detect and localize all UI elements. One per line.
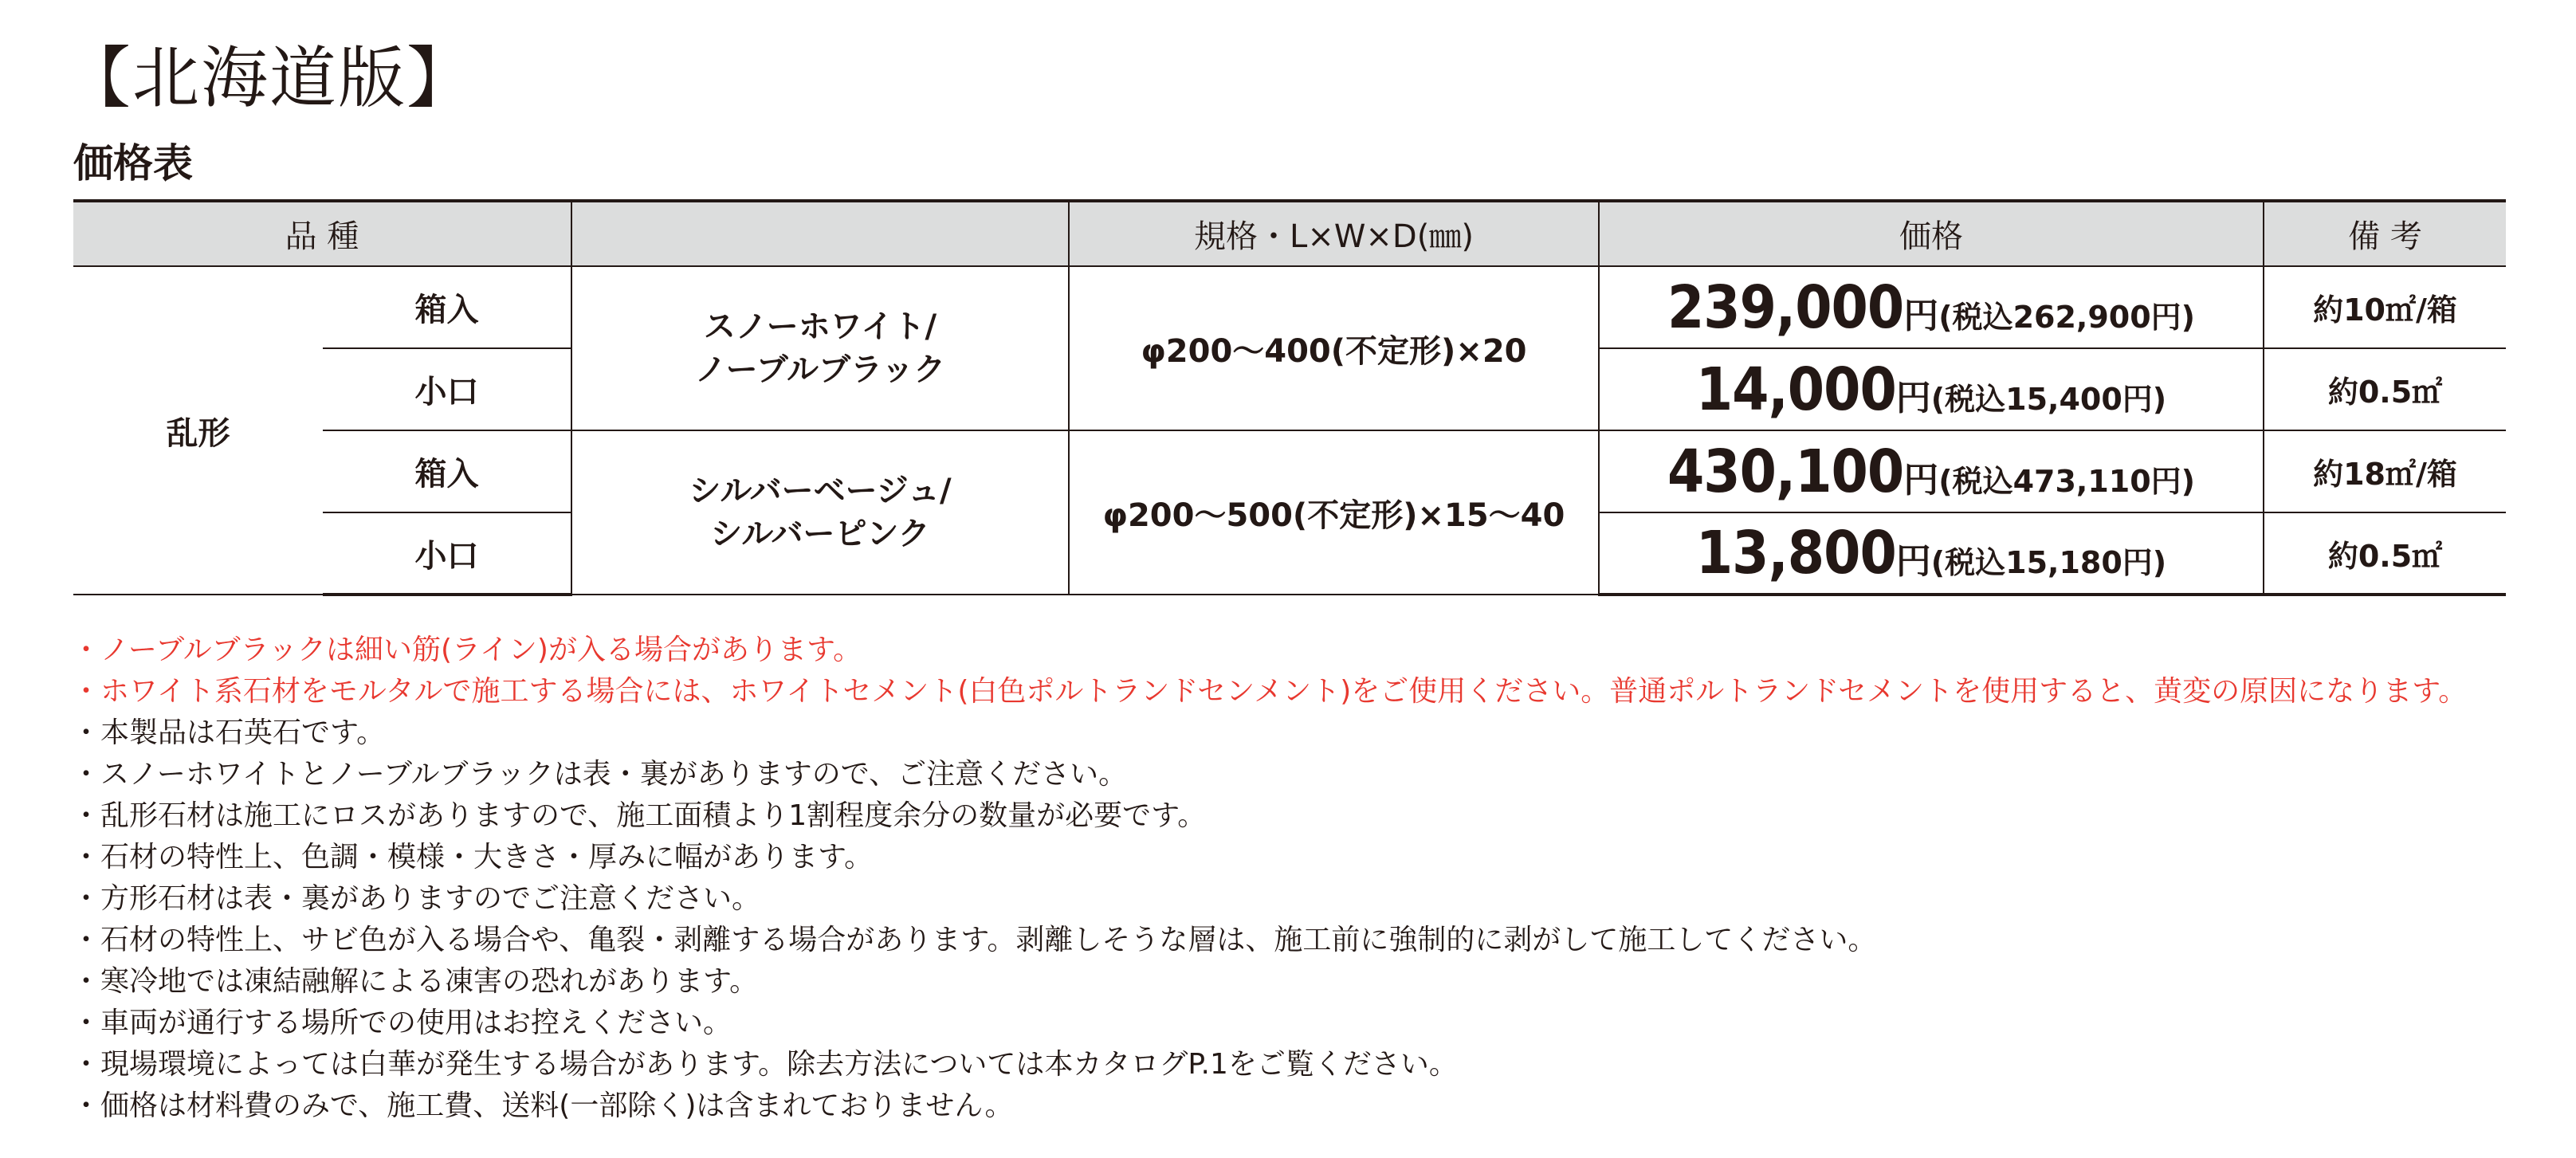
- note-item: ・本製品は石英石です。: [72, 716, 386, 749]
- note-item: ・寒冷地では凍結融解による凍害の恐れがあります。: [72, 965, 759, 998]
- price-tax-included: (税込473,110円): [1938, 463, 2196, 499]
- price-value: 14,000: [1695, 355, 1896, 424]
- color-name-cell: [571, 266, 1069, 430]
- price-yen: 円: [1903, 295, 1939, 336]
- package-cell: 小口: [323, 512, 571, 595]
- notes-list: [72, 630, 2543, 1127]
- spec-cell: φ200～500(不定形)×15～40: [1069, 430, 1599, 595]
- package-cell: 小口: [323, 348, 571, 430]
- color-name-line: スノーホワイト/: [703, 308, 937, 345]
- color-name-cell: [571, 430, 1069, 595]
- price-value: 239,000: [1667, 273, 1904, 342]
- price-tax-included: (税込15,400円): [1930, 381, 2167, 417]
- page-title: 【北海道版】: [64, 39, 476, 117]
- note-item: ・石材の特性上、サビ色が入る場合や、亀裂・剥離する場合があります。剥離しそうな層は、施工前に強制的に剥がして施工してください。: [72, 924, 1877, 956]
- note-cell: 約18㎡/箱: [2264, 430, 2506, 512]
- header-color: [571, 201, 1069, 266]
- note-item: ・ホワイト系石材をモルタルで施工する場合には、ホワイトセメント(白色ポルトランドセンメント)をご使用ください。普通ポルトランドセメントを使用すると、黄変の原因になります。: [72, 675, 2468, 708]
- price-table: [73, 199, 2506, 596]
- color-name-line: シルバーベージュ/: [689, 473, 952, 509]
- package-cell: 箱入: [323, 430, 571, 512]
- note-item: ・乱形石材は施工にロスがありますので、施工面積より1割程度余分の数量が必要です。: [72, 799, 1207, 832]
- note-item: ・スノーホワイトとノーブルブラックは表・裏がありますので、ご注意ください。: [72, 758, 1128, 791]
- color-name-line: シルバーピンク: [710, 516, 930, 552]
- price-yen: 円: [1895, 541, 1931, 582]
- header-spec: 規格・L×W×D(㎜): [1069, 201, 1599, 266]
- price-yen: 円: [1895, 377, 1931, 418]
- price-cell: [1599, 512, 2264, 595]
- header-price: 価格: [1599, 201, 2264, 266]
- price-value: 13,800: [1695, 519, 1896, 587]
- price-cell: [1599, 266, 2264, 348]
- page-subtitle: 価格表: [73, 140, 193, 186]
- table-header-row: [73, 201, 2506, 266]
- color-name-line: ノーブルブラック: [694, 351, 946, 388]
- price-value: 430,100: [1667, 437, 1904, 506]
- note-cell: 約0.5㎡: [2264, 512, 2506, 595]
- table-row: [73, 266, 2506, 348]
- price-yen: 円: [1903, 459, 1939, 500]
- price-cell: [1599, 348, 2264, 430]
- note-cell: 約10㎡/箱: [2264, 266, 2506, 348]
- note-item: ・石材の特性上、色調・模様・大きさ・厚みに幅があります。: [72, 841, 874, 873]
- note-item: ・ノーブルブラックは細い筋(ライン)が入る場合があります。: [72, 634, 862, 666]
- price-tax-included: (税込262,900円): [1938, 299, 2196, 335]
- table-row: [73, 430, 2506, 512]
- note-item: ・現場環境によっては白華が発生する場合があります。除去方法については本カタログP.1をご覧ください。: [72, 1048, 1458, 1081]
- price-tax-included: (税込15,180円): [1930, 545, 2167, 580]
- note-item: ・車両が通行する場所での使用はお控えください。: [72, 1007, 732, 1039]
- note-item: ・方形石材は表・裏がありますのでご注意ください。: [72, 882, 761, 915]
- note-cell: 約0.5㎡: [2264, 348, 2506, 430]
- kind-cell: 乱形: [73, 266, 323, 595]
- price-cell: [1599, 430, 2264, 512]
- header-variety: 品 種: [73, 201, 571, 266]
- note-item: ・価格は材料費のみで、施工費、送料(一部除く)は含まれておりません。: [72, 1089, 1014, 1122]
- header-note: 備 考: [2264, 201, 2506, 266]
- spec-cell: φ200～400(不定形)×20: [1069, 266, 1599, 430]
- package-cell: 箱入: [323, 266, 571, 348]
